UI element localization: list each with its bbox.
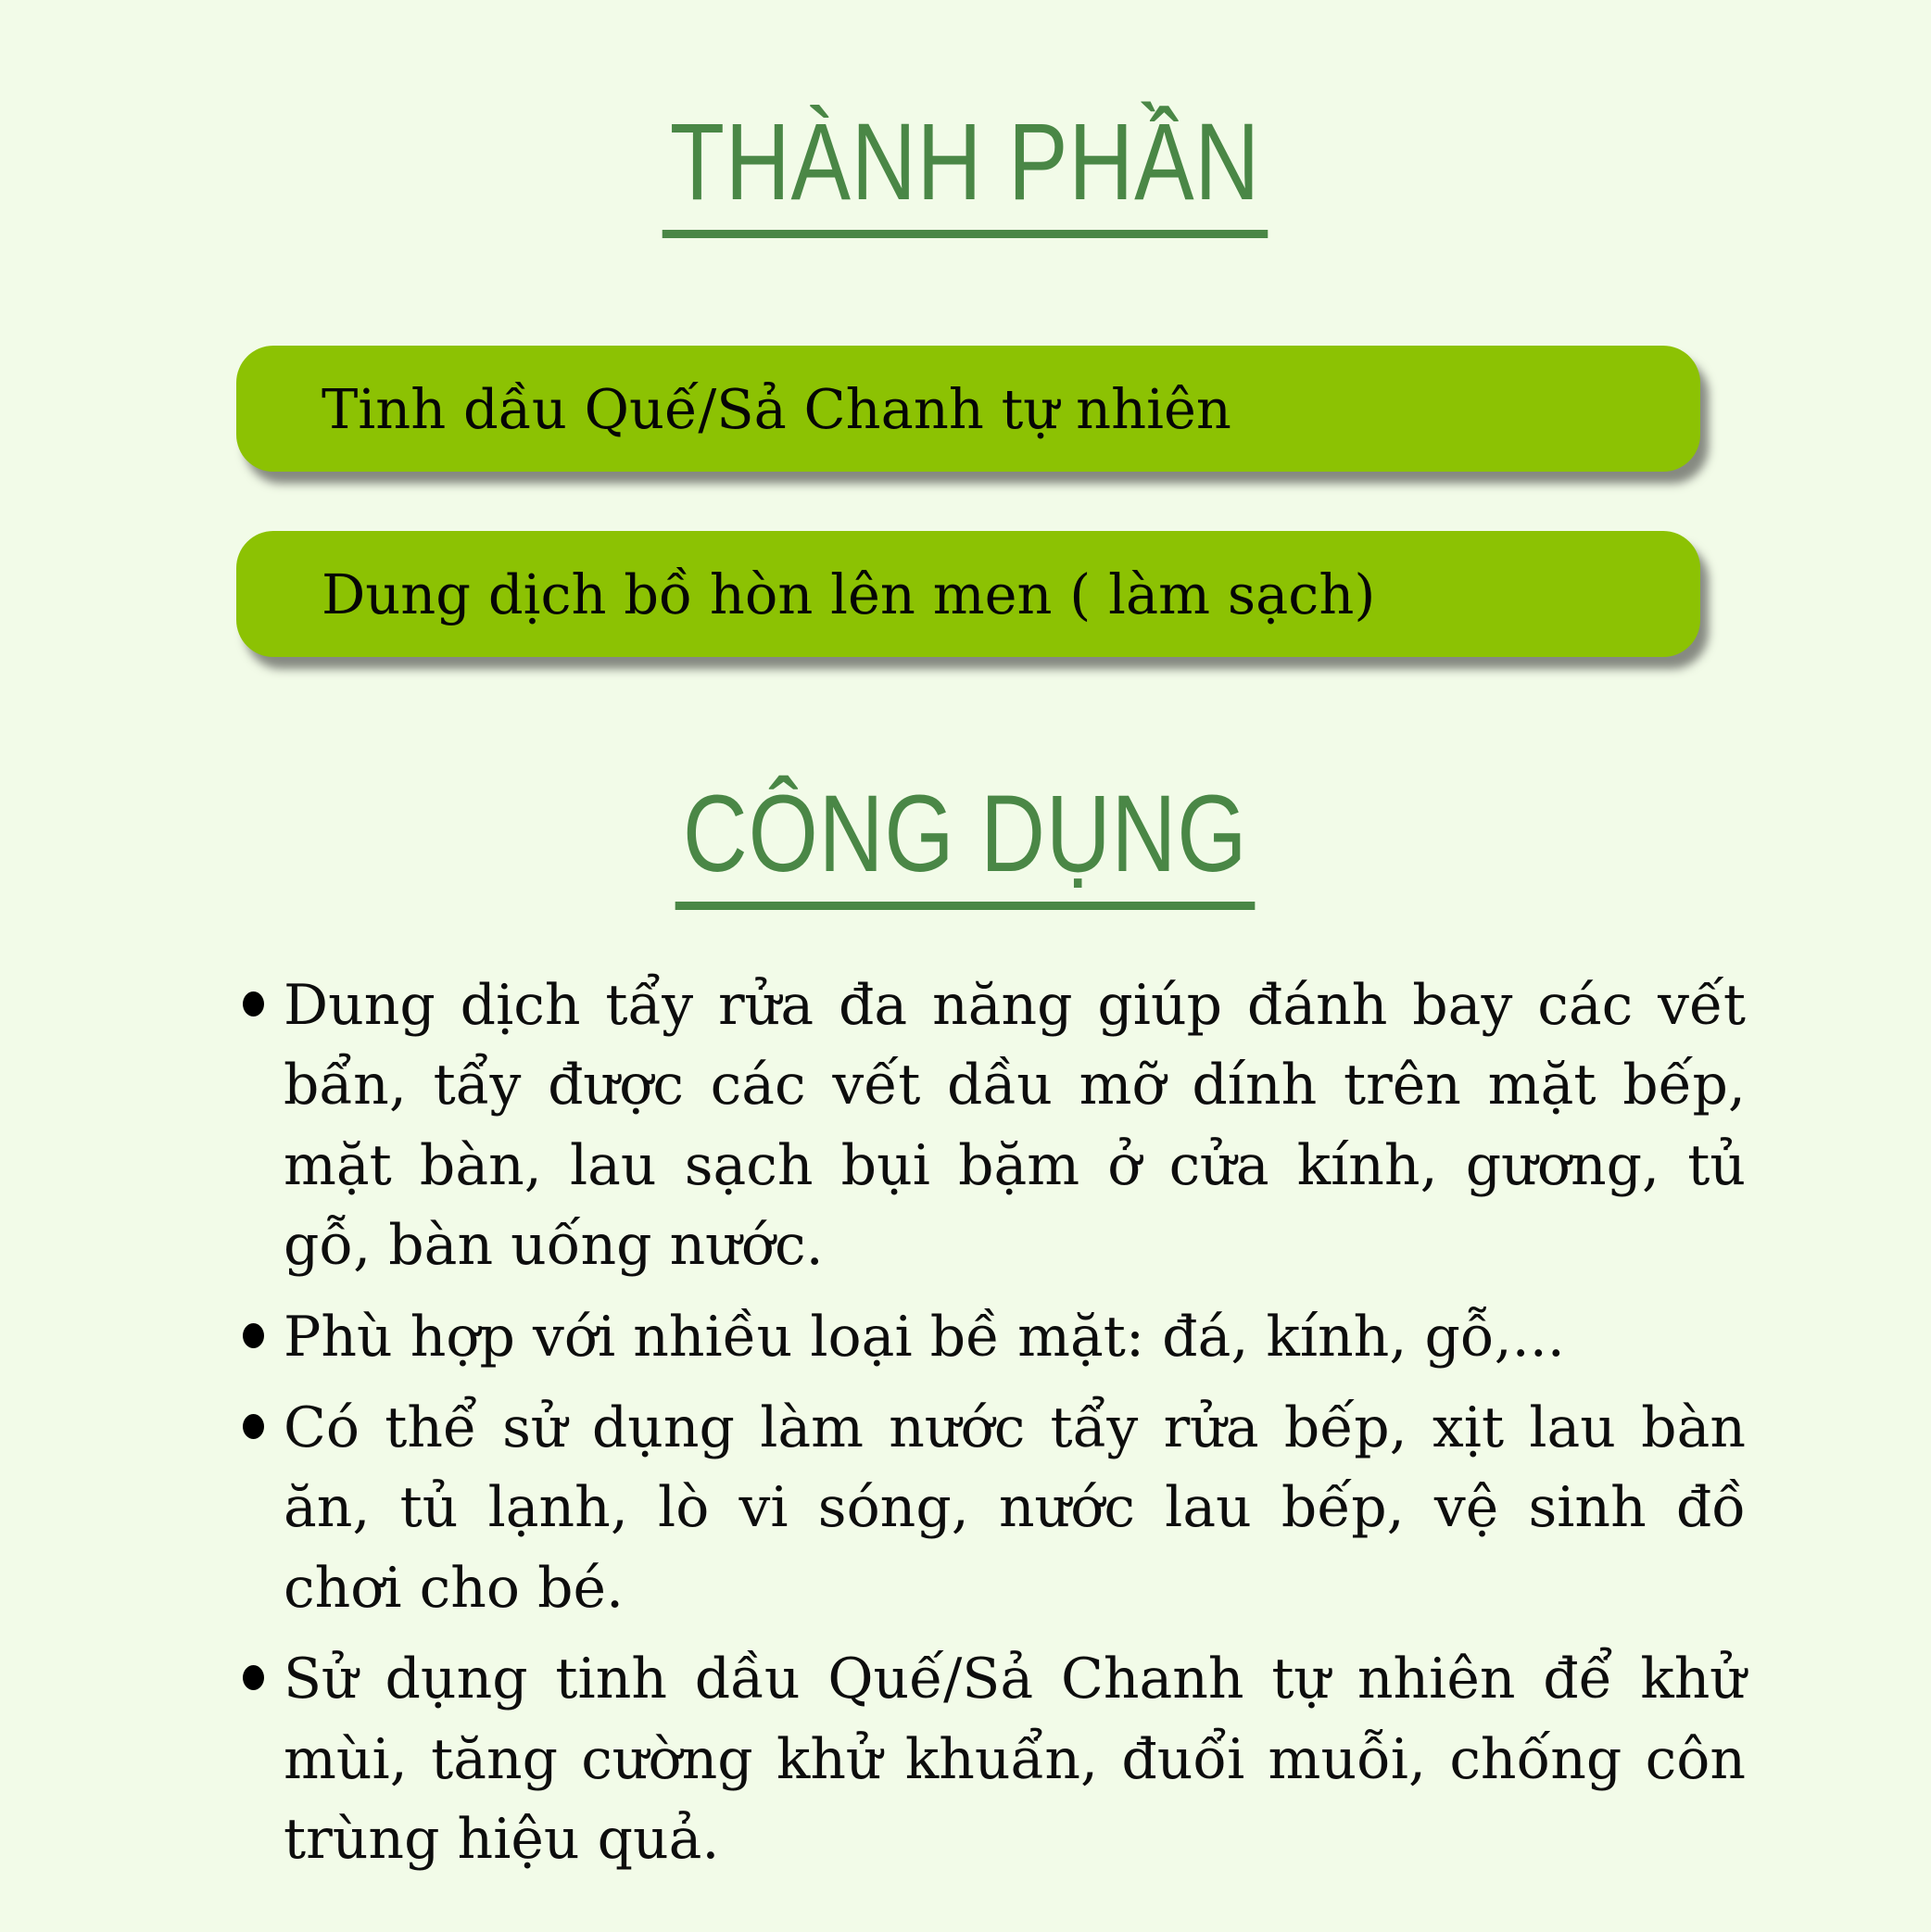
bullet-dot-icon [243, 1414, 264, 1439]
uses-list-item-1 [243, 966, 1746, 1286]
ingredients-section-title [0, 0, 1931, 238]
bullet-dot-icon [243, 1665, 264, 1690]
uses-list-item-3 [243, 1388, 1746, 1628]
uses-list-item-1-text: Dung dịch tẩy rửa đa năng giúp đánh bay các vết bẩn, tẩy được các vết dầu mỡ dính trên mặt bếp, mặt bàn, lau sạch bụi bặm ở cửa kính, gương, tủ gỗ, bàn uống nước. [284, 973, 1746, 1279]
uses-list-item-3-text: Có thể sử dụng làm nước tẩy rửa bếp, xịt lau bàn ăn, tủ lạnh, lò vi sóng, nước lau bếp, vệ sinh đồ chơi cho bé. [284, 1395, 1746, 1621]
uses-list-item-4-text: Sử dụng tinh dầu Quế/Sả Chanh tự nhiên để khử mùi, tăng cường khử khuẩn, đuổi muỗi, chống côn trùng hiệu quả. [284, 1647, 1746, 1872]
ingredient-banner-essential-oil-label: Tinh dầu Quế/Sả Chanh tự nhiên [322, 376, 1231, 441]
bullet-dot-icon [243, 1323, 264, 1348]
uses-list-item-2 [243, 1297, 1746, 1377]
ingredient-banner-soapberry-label: Dung dịch bồ hòn lên men ( làm sạch) [322, 562, 1376, 626]
uses-list [243, 966, 1746, 1879]
uses-list-item-4 [243, 1639, 1746, 1879]
ingredient-banner-soapberry [236, 531, 1700, 657]
ingredients-title-text: THÀNH PHẦN [663, 107, 1268, 238]
uses-section-title [0, 657, 1931, 910]
uses-list-item-2-text: Phù hợp với nhiều loại bề mặt: đá, kính, gỗ,... [284, 1304, 1565, 1370]
ingredient-banner-essential-oil [236, 346, 1700, 472]
bullet-dot-icon [243, 991, 264, 1017]
uses-title-text: CÔNG DỤNG [675, 779, 1256, 910]
